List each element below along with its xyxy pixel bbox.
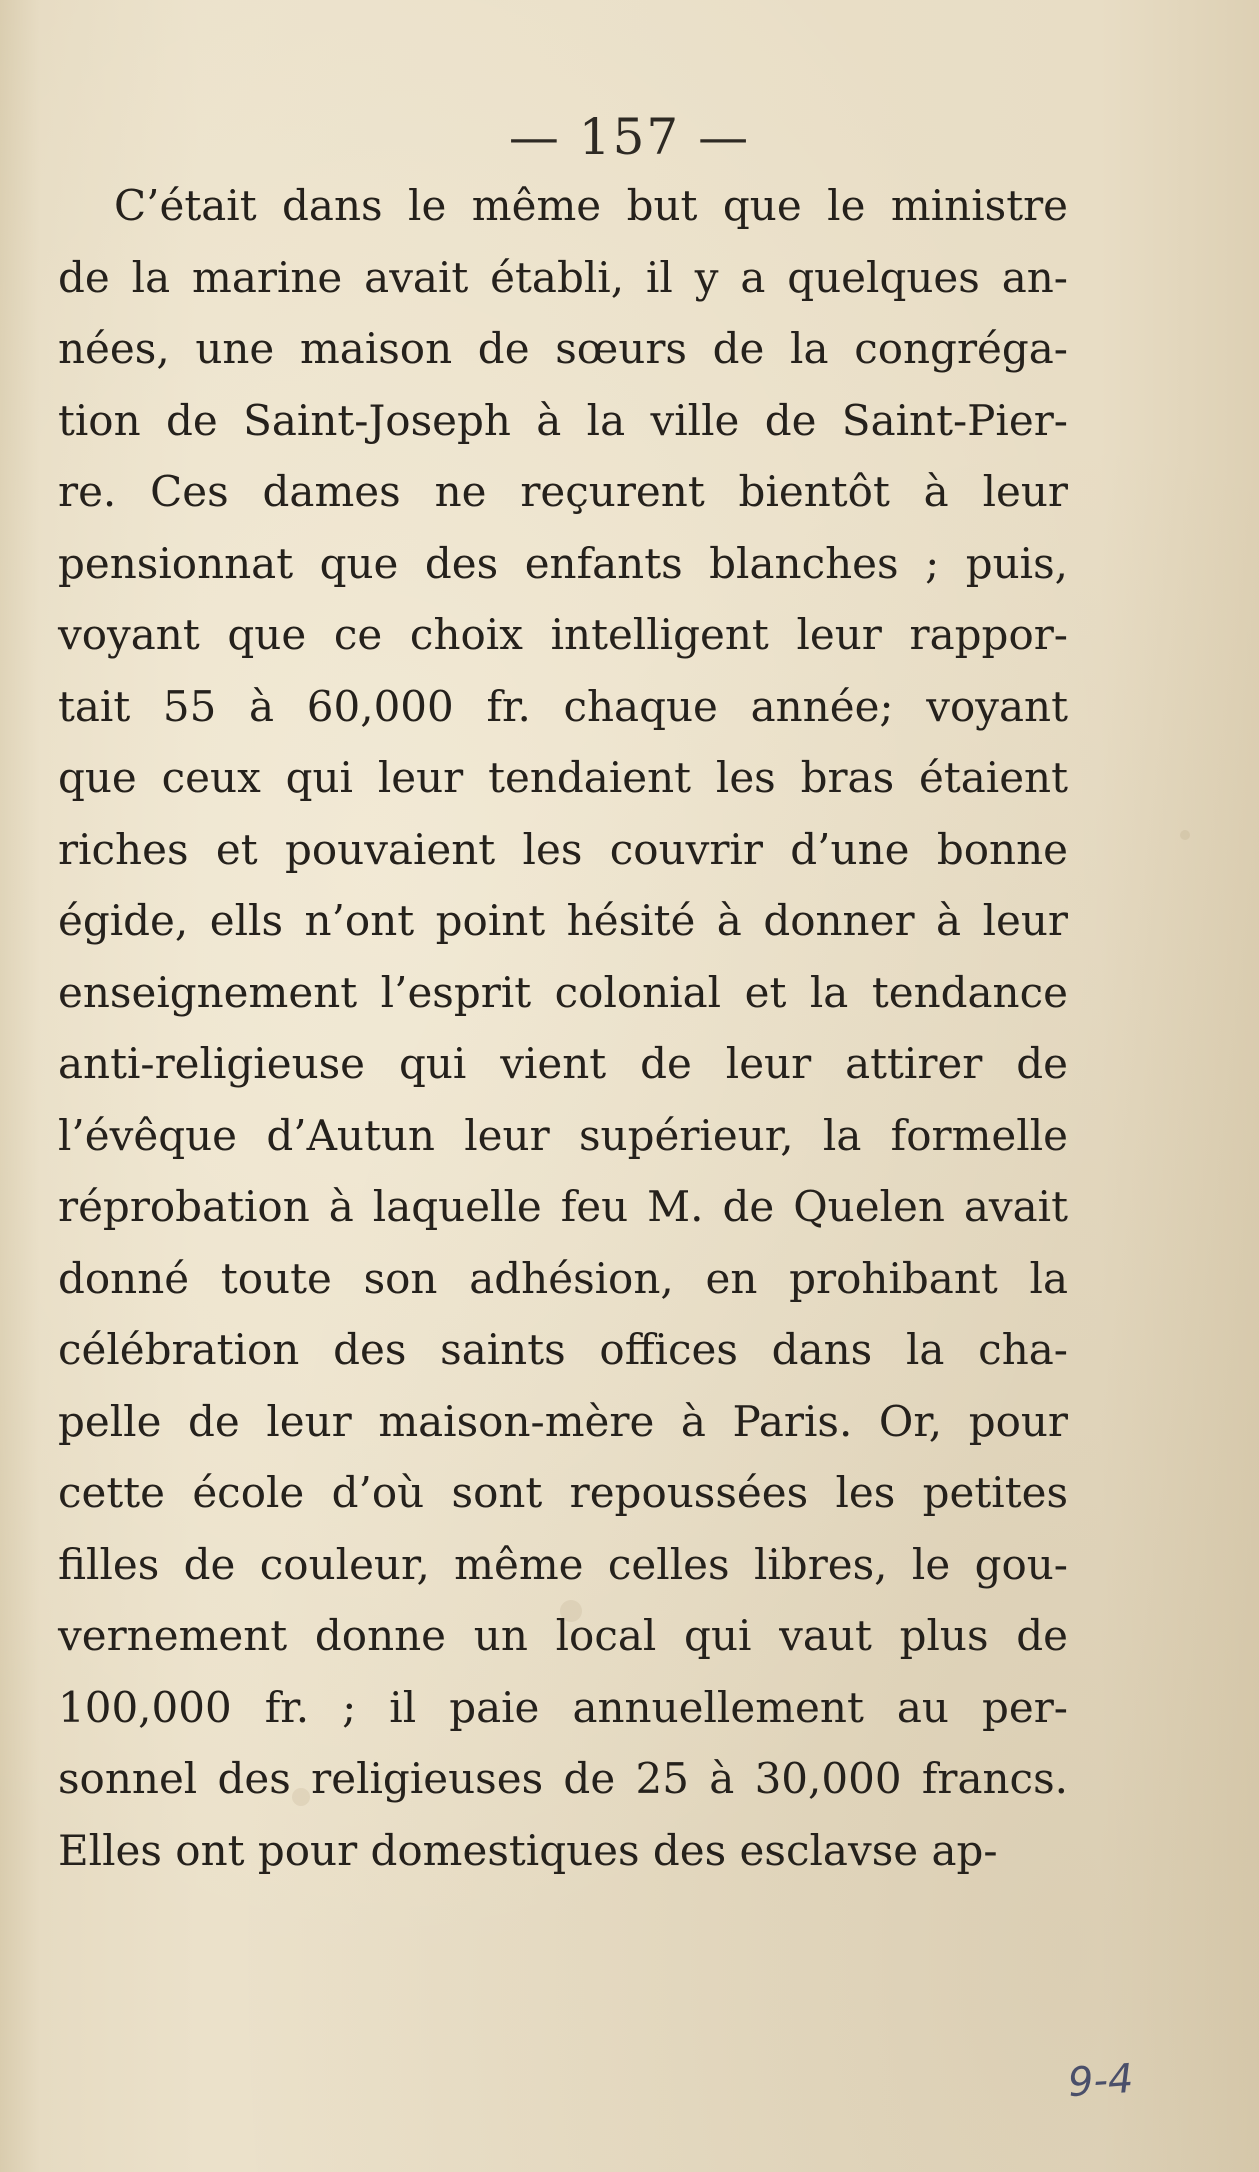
handwritten-note: 9-4 bbox=[1066, 2055, 1135, 2107]
text-line: 100,000 fr. ; il paie annuellement au per- bbox=[58, 1682, 1068, 1732]
text-line: C’était dans le même but que le ministre bbox=[114, 181, 1068, 230]
text-line: anti-religieuse qui vient de leur attirer de bbox=[58, 1039, 1068, 1088]
text-line: nées, une maison de sœurs de la congréga- bbox=[58, 324, 1068, 373]
text-line: égide, ells n’ont point hésité à donner à leur bbox=[58, 896, 1068, 945]
text-line: tion de Saint-Joseph à la ville de Saint-Pier- bbox=[58, 395, 1068, 445]
text-line: filles de couleur, même celles libres, le gou- bbox=[58, 1539, 1068, 1589]
text-line: sonnel des religieuses de 25 à 30,000 francs. bbox=[58, 1754, 1068, 1803]
page-number: — 157 — bbox=[508, 108, 751, 166]
text-line: de la marine avait établi, il y a quelques an- bbox=[58, 252, 1068, 302]
text-line: célébration des saints offices dans la cha- bbox=[58, 1325, 1068, 1374]
text-line: tait 55 à 60,000 fr. chaque année; voyant bbox=[58, 681, 1068, 731]
text-line: pelle de leur maison-mère à Paris. Or, pour bbox=[58, 1396, 1068, 1446]
text-line: enseignement l’esprit colonial et la tendance bbox=[58, 967, 1068, 1017]
text-line: re. Ces dames ne reçurent bientôt à leur bbox=[58, 467, 1068, 516]
text-line: voyant que ce choix intelligent leur rappor- bbox=[58, 610, 1068, 659]
text-line: pensionnat que des enfants blanches ; puis, bbox=[58, 538, 1068, 588]
text-line: vernement donne un local qui vaut plus de bbox=[58, 1611, 1068, 1660]
text-line: riches et pouvaient les couvrir d’une bonne bbox=[58, 824, 1068, 874]
text-line: Elles ont pour domestiques des esclavse ap- bbox=[58, 1825, 998, 1875]
text-line: l’évêque d’Autun leur supérieur, la formelle bbox=[58, 1110, 1068, 1160]
text-line: réprobation à laquelle feu M. de Quelen avait bbox=[58, 1182, 1068, 1231]
paper-stain bbox=[1180, 830, 1190, 840]
text-line: cette école d’où sont repoussées les petites bbox=[58, 1468, 1068, 1517]
body-text bbox=[58, 170, 1068, 1886]
text-line: que ceux qui leur tendaient les bras étaient bbox=[58, 753, 1068, 802]
text-line: donné toute son adhésion, en prohibant la bbox=[58, 1253, 1068, 1303]
